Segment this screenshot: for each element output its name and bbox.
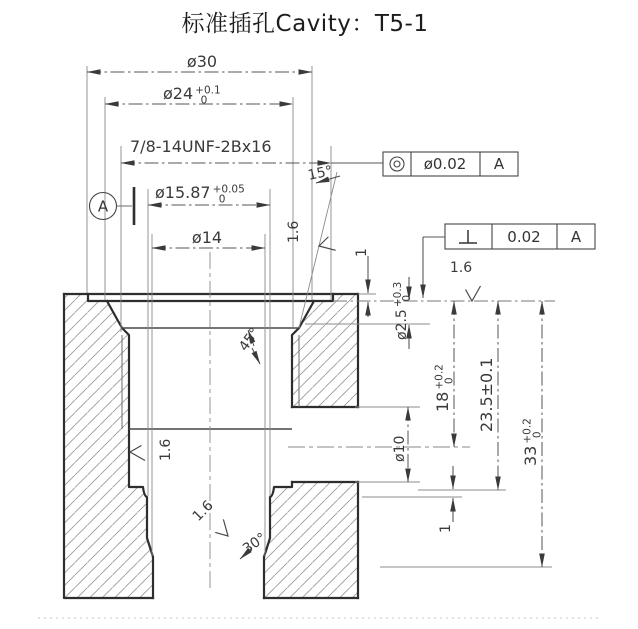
dim-angle-30: 30° xyxy=(239,530,270,558)
dim-d30: ø30 xyxy=(186,52,218,71)
finish-value: 1.6 xyxy=(449,260,473,276)
hatch-upper-right-block xyxy=(292,294,358,407)
dim-angle-15: 15° xyxy=(306,163,335,184)
fcf-perpendicularity xyxy=(423,224,595,298)
finish-value: 1.6 xyxy=(189,497,217,525)
fcf-tolerance: 0.02 xyxy=(507,228,541,246)
angle-45-arrow-down xyxy=(252,348,260,364)
fcf-datum-ref: A xyxy=(493,155,505,173)
datum-feature-a xyxy=(90,187,135,225)
dim-d24: ø24 $^{+0.1}$ 0 xyxy=(163,84,221,107)
finish-icon xyxy=(130,446,145,461)
hatch-lower-right-block xyxy=(264,482,358,598)
fcf-datum-ref: A xyxy=(570,228,582,246)
dim-dep33: $33^{+0.2}0$ xyxy=(521,418,544,466)
finish-value: 1.6 xyxy=(158,438,174,461)
dim-thread: 7/8-14UNF-2Bx16 xyxy=(130,137,272,156)
dim-d25: $ø2.5^{+0.3}0$ xyxy=(392,281,413,340)
finish-icon xyxy=(213,519,234,540)
dim-d10: ø10 xyxy=(392,435,408,462)
dim-dep235: 23.5±0.1 xyxy=(477,357,496,432)
concentricity-icon xyxy=(390,157,404,171)
drawing-title: 标准插孔Cavity：T5-1 xyxy=(181,11,429,37)
finish-icon xyxy=(317,236,335,254)
dim-dep18: $18^{+0.2}0$ xyxy=(433,364,456,412)
dim-bottom-step: 1 xyxy=(438,524,454,533)
dim-d1587: ø15.87 $^{+0.05}$ 0 xyxy=(155,183,245,206)
finish-icon xyxy=(466,286,481,301)
datum-label: A xyxy=(97,197,109,216)
dim-d14: ø14 xyxy=(191,228,223,247)
finish-value: 1.6 xyxy=(286,220,302,243)
fcf-concentricity xyxy=(383,152,518,176)
perpendicularity-icon xyxy=(459,230,477,243)
dim-angle-45: 45° xyxy=(236,324,264,355)
fcf-tolerance: ø0.02 xyxy=(423,155,467,173)
dim-recess-depth: 1 xyxy=(354,248,370,257)
section-hatching xyxy=(64,294,358,598)
